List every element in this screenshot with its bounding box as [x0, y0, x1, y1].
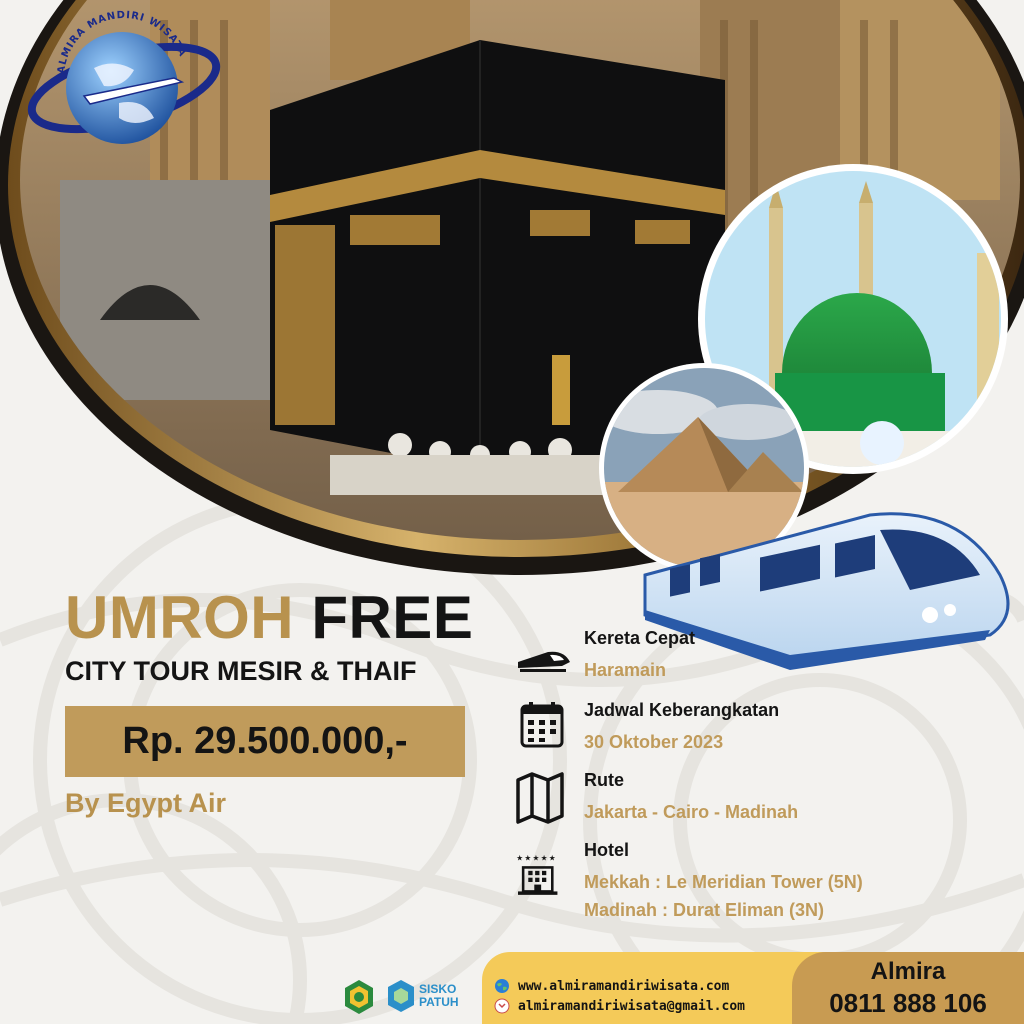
phone-box: [792, 952, 1024, 1024]
map-icon: [512, 770, 572, 830]
email-row: [494, 998, 745, 1014]
promo-subtitle: CITY TOUR MESIR & THAIF: [65, 656, 417, 686]
kemenag-badge-icon: [340, 978, 378, 1016]
calendar-icon: [512, 700, 572, 760]
website-row: [494, 978, 729, 994]
detail-title: Kereta Cepat: [584, 628, 696, 648]
brand-logo: [24, 8, 224, 153]
title-rest: FREE: [311, 584, 474, 651]
website-link[interactable]: www.almiramandiriwisata.com: [518, 978, 730, 994]
detail-title: Jadwal Keberangkatan: [584, 700, 780, 720]
sisko-patuh-icon: [386, 978, 416, 1014]
detail-title: Hotel: [584, 840, 629, 860]
title-highlight: UMROH: [65, 584, 295, 651]
high-speed-train-illustration: [640, 505, 1020, 680]
promo-title: [65, 585, 473, 651]
email-link[interactable]: almiramandiriwisata@gmail.com: [518, 998, 745, 1014]
detail-value: 30 Oktober 2023: [584, 732, 724, 752]
contact-name: Almira: [870, 958, 946, 985]
svg-text:★★★★★: ★★★★★: [516, 853, 556, 863]
detail-value-secondary: Madinah : Durat Eliman (3N): [584, 900, 825, 920]
hotel-icon: [512, 840, 572, 900]
svg-text:ALMIRA MANDIRI WISATA: ALMIRA MANDIRI WISATA: [56, 9, 188, 75]
sisko-patuh-text: SISKO PATUH: [419, 982, 459, 1009]
detail-title: Rute: [584, 770, 624, 790]
price-box: [65, 706, 465, 777]
price-text: Rp. 29.500.000,-: [122, 720, 408, 762]
detail-value: Jakarta - Cairo - Madinah: [584, 802, 799, 822]
email-icon: [494, 998, 510, 1014]
phone-number[interactable]: 0811 888 106: [829, 988, 987, 1018]
train-icon: [512, 628, 572, 688]
detail-value: Mekkah : Le Meridian Tower (5N): [584, 872, 863, 892]
sisko-patuh-badge: [386, 978, 459, 1014]
airline-text: By Egypt Air: [65, 788, 227, 818]
detail-value: Haramain: [584, 660, 667, 680]
globe-icon: [494, 978, 510, 994]
